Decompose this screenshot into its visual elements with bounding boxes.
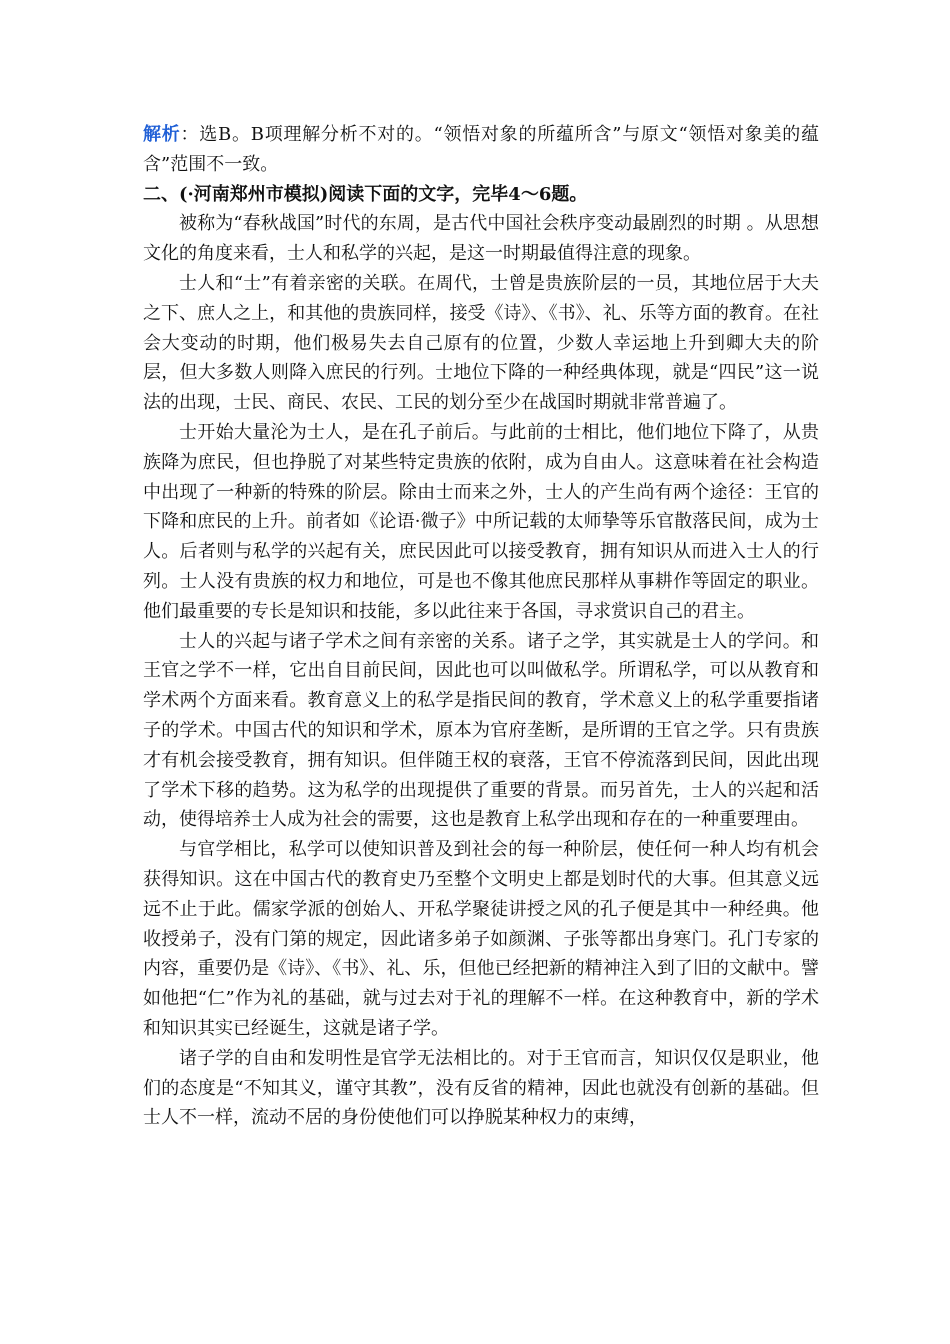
paragraph-6: 诸子学的自由和发明性是官学无法相比的。对于王官而言，知识仅仅是职业，他们的态度是“不知其义，谨守其教”，没有反省的精神，因此也就没有创新的基础。但士人不一样，流动不居的身份使他们可以挣脱某种权力的束缚，: [143, 1047, 819, 1129]
answer-explanation: [143, 120, 819, 180]
section-heading: 二、(·河南郑州市模拟)阅读下面的文字，完毕4～6题。: [143, 183, 588, 205]
paragraph-3: 士开始大量沦为士人，是在孔子前后。与此前的士相比，他们地位下降了，从贵族降为庶民，但也挣脱了对某些特定贵族的依附，成为自由人。这意味着在社会构造中出现了一种新的特殊的阶层。除由士而来之外，士人的产生尚有两个途径：王官的下降和庶民的上升。前者如《论语·微子》中所记载的太师挚等乐官散落民间，成为士人。后者则与私学的兴起有关，庶民因此可以接受教育，拥有知识从而进入士人的行列。士人没有贵族的权力和地位，可是也不像其他庶民那样从事耕作等固定的职业。他们最重要的专长是知识和技能，多以此往来于各国，寻求赏识自己的君主。: [143, 421, 819, 622]
answer-text: ：选B。B项理解分析不对的。“领悟对象的所蕴所含”与原文“领悟对象美的蕴含”范围不一致。: [143, 124, 820, 175]
paragraph-5: 与官学相比，私学可以使知识普及到社会的每一种阶层，使任何一种人均有机会获得知识。这在中国古代的教育史乃至整个文明史上都是划时代的大事。但其意义远远不止于此。儒家学派的创始人、开私学聚徒讲授之风的孔子便是其中一种经典。他收授弟子，没有门第的规定，因此诸多弟子如颜渊、子张等都出身寒门。孔门专家的内容，重要仍是《诗》、《书》、礼、乐，但他已经把新的精神注入到了旧的文献中。譬如他把“仁”作为礼的基础，就与过去对于礼的理解不一样。在这种教育中，新的学术和知识其实已经诞生，这就是诸子学。: [143, 839, 819, 1039]
answer-label: 解析: [143, 124, 181, 145]
paragraph-2: 士人和“士”有着亲密的关联。在周代，士曾是贵族阶层的一员，其地位居于大夫之下、庶人之上，和其他的贵族同样，接受《诗》、《书》、礼、乐等方面的教育。在社会大变动的时期，他们极易失去自己原有的位置，少数人幸运地上升到卿大夫的阶层，但大多数人则降入庶民的行列。士地位下降的一种经典体现，就是“四民”这一说法的出现，士民、商民、农民、工民的划分至少在战国时期就非常普遍了。: [143, 272, 819, 414]
document-page: [143, 120, 819, 1133]
paragraph-1: 被称为“春秋战国”时代的东周，是古代中国社会秩序变动最剧烈的时期 。从思想文化的角度来看，士人和私学的兴起，是这一时期最值得注意的现象。: [143, 213, 819, 265]
paragraph-4: 士人的兴起与诸子学术之间有亲密的关系。诸子之学，其实就是士人的学问。和王官之学不一样，它出自目前民间，因此也可以叫做私学。所谓私学，可以从教育和学术两个方面来看。教育意义上的私学是指民间的教育，学术意义上的私学重要指诸子的学术。中国古代的知识和学术，原本为官府垄断，是所谓的王官之学。只有贵族才有机会接受教育，拥有知识。但伴随王权的衰落，王官不停流落到民间，因此出现了学术下移的趋势。这为私学的出现提供了重要的背景。而另首先，士人的兴起和活动，使得培养士人成为社会的需要，这也是教育上私学出现和存在的一种重要理由。: [143, 630, 819, 831]
